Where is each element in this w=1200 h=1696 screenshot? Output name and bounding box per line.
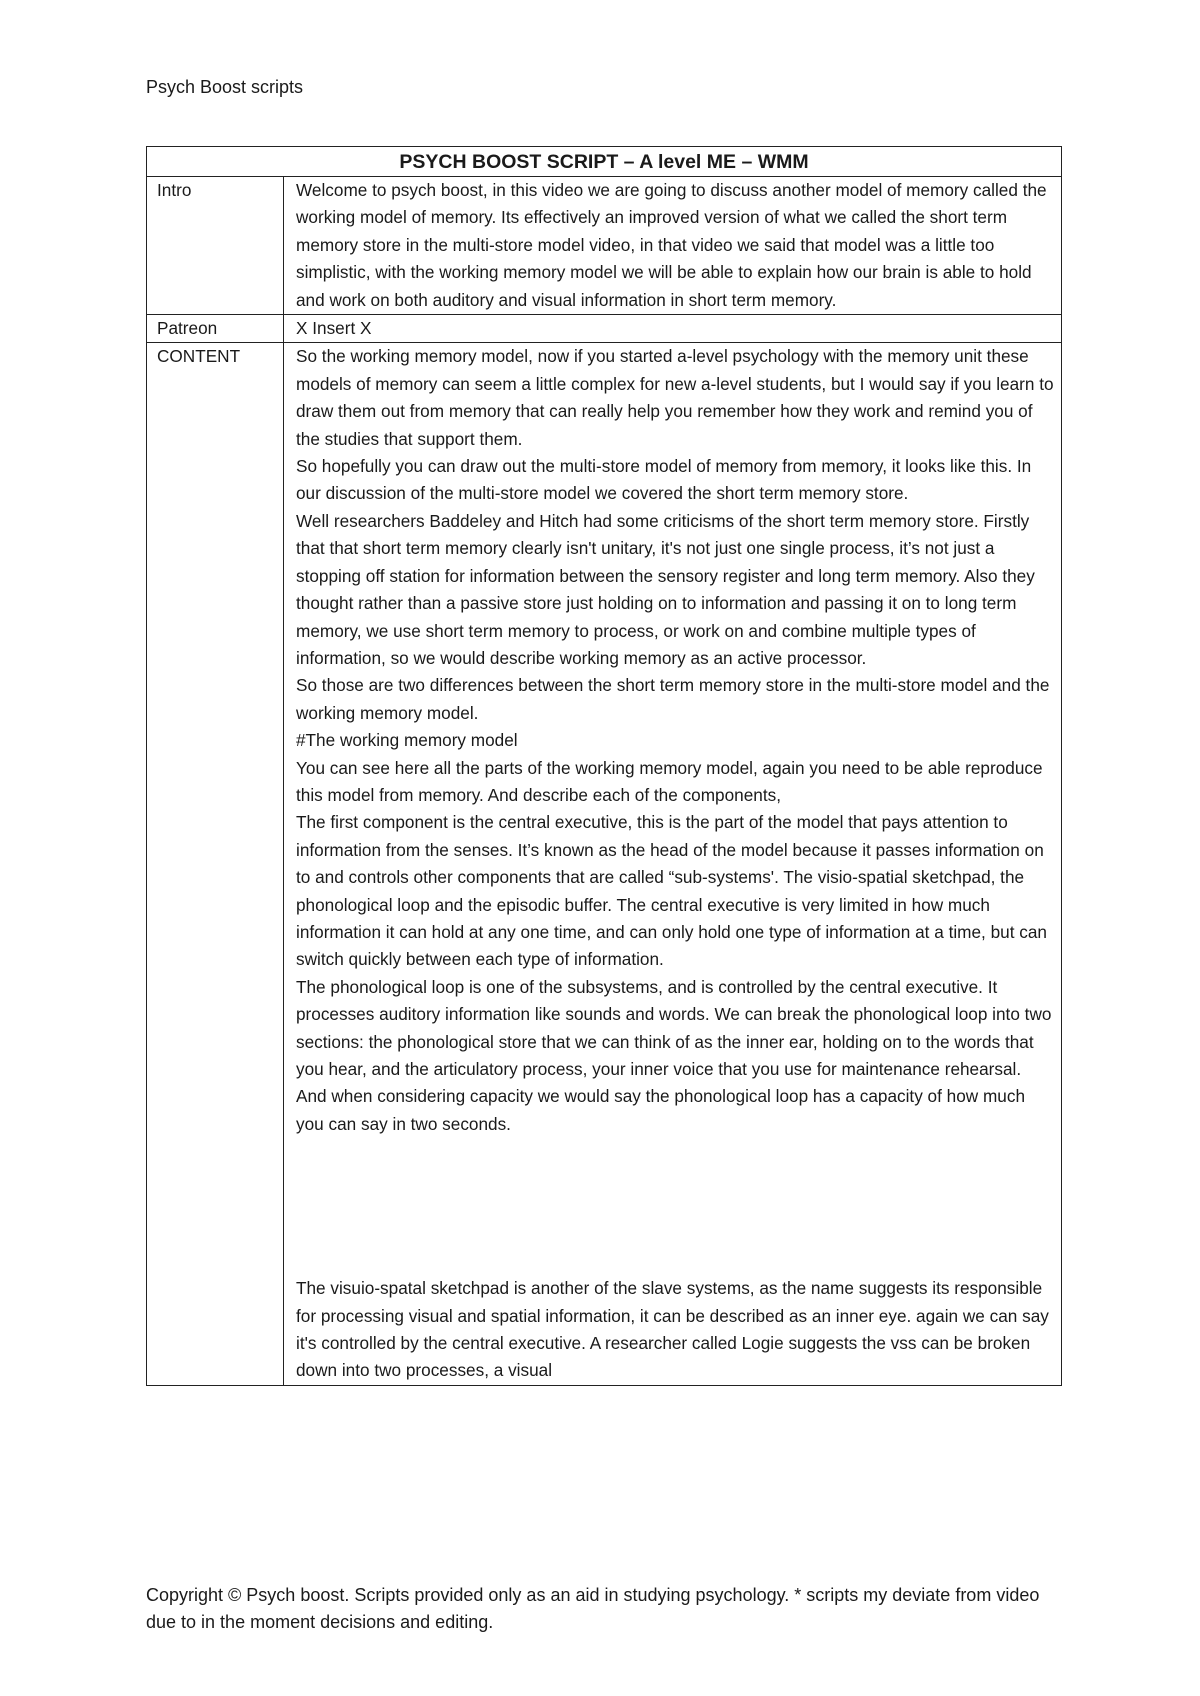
row-label-patreon: Patreon	[147, 315, 284, 343]
table-row	[147, 343, 1062, 1385]
table-row	[147, 177, 1062, 315]
paragraph: X Insert X	[296, 318, 372, 339]
blank-gap	[296, 1138, 1055, 1275]
paragraph: So the working memory model, now if you started a-level psychology with the memory unit these models of memory can seem a little complex for new a-level students, but I would say if you learn to draw them out from memory that can really help you remember how they work and remind you of the studies that support them.	[296, 346, 1054, 449]
table-row	[147, 315, 1062, 343]
script-title: PSYCH BOOST SCRIPT – A level ME – WMM	[147, 147, 1062, 177]
row-content-main	[284, 343, 1062, 1385]
paragraph: So hopefully you can draw out the multi-store model of memory from memory, it looks like this. In our discussion of the multi-store model we covered the short term memory store.	[296, 456, 1032, 504]
page-header: Psych Boost scripts	[146, 77, 304, 97]
paragraph: So those are two differences between the short term memory store in the multi-store model and the working memory model.	[296, 675, 1050, 723]
table-title-row	[147, 147, 1062, 177]
paragraph: You can see here all the parts of the working memory model, again you need to be able reproduce this model from memory. And describe each of the components,	[296, 757, 1043, 805]
row-content-intro	[284, 177, 1062, 315]
paragraph: The phonological loop is one of the subsystems, and is controlled by the central executive. It processes auditory information like sounds and words. We can break the phonological loop into two sections: the phonological store that we can think of as the inner ear, holding on to the words that you hear, and the articulatory process, your inner voice that you use for maintenance rehearsal. And when considering capacity we would say the phonological loop has a capacity of how much you can say in two seconds.	[296, 976, 1052, 1134]
row-label-content: CONTENT	[147, 343, 284, 1385]
paragraph: The visuio-spatal sketchpad is another of the slave systems, as the name suggests its responsible for processing visual and spatial information, it can be described as an inner eye. again we can say it's controlled by the central executive. A researcher called Logie suggests the vss can be broken down into two processes, a visual	[296, 1278, 1049, 1381]
paragraph: The first component is the central executive, this is the part of the model that pays attention to information from the senses. It’s known as the head of the model because it passes information on to and controls other components that are called “sub-systems'. The visio-spatial sketchpad, the phonological loop and the episodic buffer. The central executive is very limited in how much information it can hold at any one time, and can only hold one type of information at a time, but can switch quickly between each type of information.	[296, 812, 1047, 970]
section-marker: #The working memory model	[296, 730, 518, 751]
row-content-patreon	[284, 315, 1062, 343]
script-table	[146, 146, 1062, 1386]
paragraph: Well researchers Baddeley and Hitch had some criticisms of the short term memory store. Firstly that that short term memory clearly isn't unitary, it's not just one single process, it’s not just a stopping off station for information between the sensory register and long term memory. Also they thought rather than a passive store just holding on to information and passing it on to long term memory, we use short term memory to process, or work on and combine multiple types of information, so we would describe working memory as an active processor.	[296, 510, 1035, 668]
paragraph: Welcome to psych boost, in this video we are going to discuss another model of memory called the working model of memory. Its effectively an improved version of what we called the short term memory store in the multi-store model video, in that video we said that model was a little too simplistic, with the working memory model we will be able to explain how our brain is able to hold and work on both auditory and visual information in short term memory.	[296, 180, 1047, 310]
copyright-footer: Copyright © Psych boost. Scripts provided only as an aid in studying psychology. * scripts my deviate from video due to in the moment decisions and editing.	[146, 1585, 1040, 1632]
row-label-intro: Intro	[147, 177, 284, 315]
